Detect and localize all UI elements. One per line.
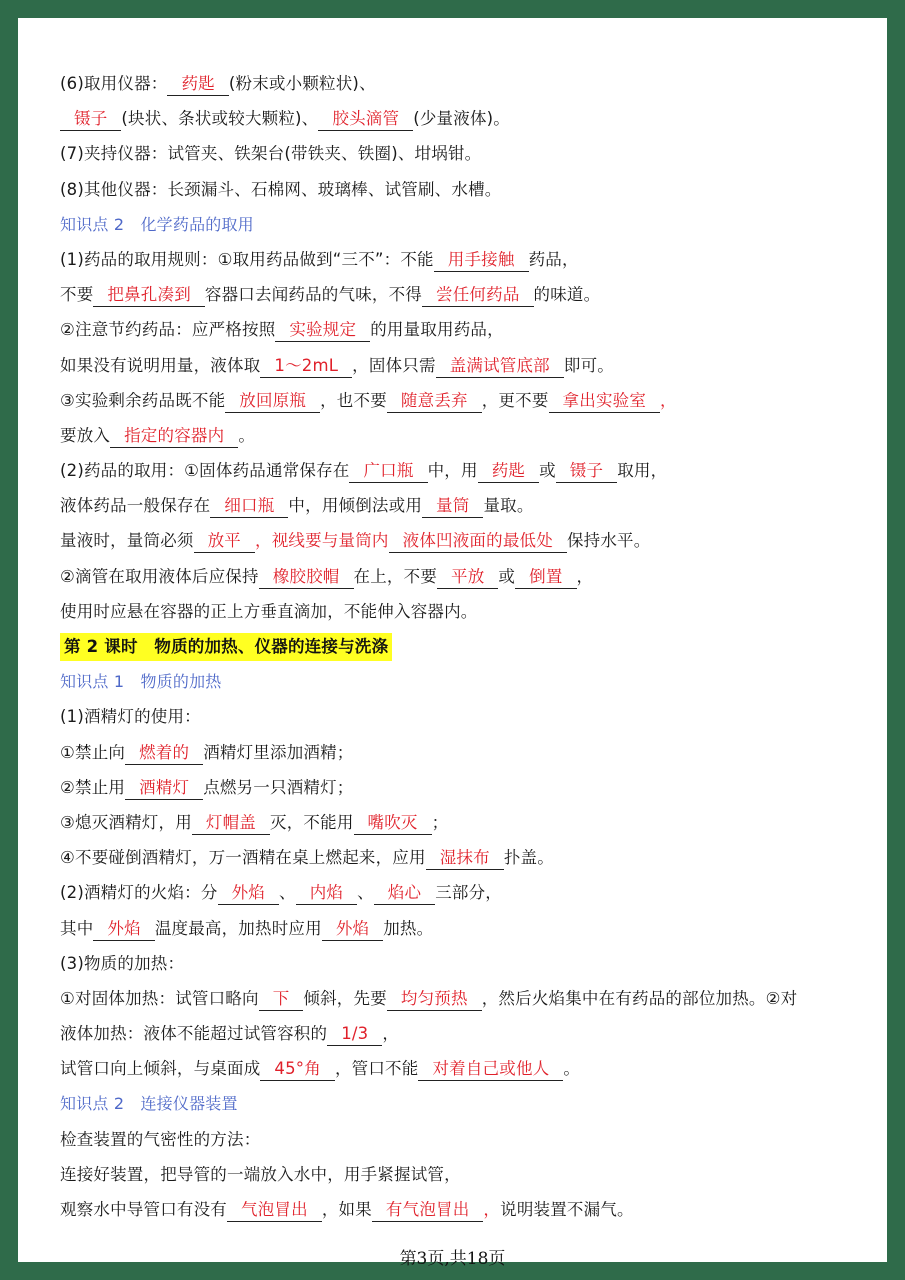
text-line: [60, 1122, 860, 1157]
body-text: (1)药品的取用规则：①取用药品做到“三不”：不能: [60, 249, 434, 269]
answer-text: ，: [660, 390, 677, 410]
body-text: 药品，: [528, 249, 579, 269]
text-line: [60, 488, 860, 523]
body-text: ②注意节约药品：应严格按照: [60, 320, 276, 340]
body-text: ，然后火焰集中在有药品的部位加热。②对: [481, 988, 798, 1008]
answer-text: ，视线要与量筒内: [255, 531, 389, 551]
fill-in-answer: 气泡冒出: [227, 1199, 322, 1222]
text-line: [60, 172, 860, 207]
body-text: ，更不要: [481, 390, 549, 410]
body-text: 的味道。: [533, 285, 601, 305]
body-text: ，固体只需: [352, 355, 436, 375]
knowledge-point-title: 知识点 1 物质的加热: [60, 672, 222, 692]
fill-in-answer: 对着自己或他人: [418, 1058, 563, 1081]
fill-in-answer: 嘴吹灭: [354, 812, 432, 835]
text-line: [60, 312, 860, 347]
section-heading: [60, 207, 860, 242]
text-line: [60, 453, 860, 488]
body-text: ，: [382, 1024, 400, 1044]
body-text: ，管口不能: [334, 1059, 419, 1079]
body-text: 或: [539, 461, 556, 481]
lesson-heading: [60, 629, 860, 664]
text-line: [60, 66, 860, 101]
body-text: 连接好装置，把导管的一端放入水中，用手紧握试管，: [60, 1164, 461, 1184]
body-text: 扑盖。: [503, 848, 554, 868]
fill-in-answer: 45°角: [260, 1058, 335, 1081]
text-line: [60, 383, 860, 418]
body-text: ；: [431, 812, 449, 832]
fill-in-answer: 尝任何药品: [422, 284, 534, 307]
body-text: ，: [576, 566, 594, 586]
fill-in-answer: 随意丢弃: [387, 390, 482, 413]
body-text: 即可。: [563, 355, 614, 375]
body-text: (6)取用仪器：: [60, 74, 168, 93]
fill-in-answer: 外焰: [93, 918, 154, 941]
text-line: [60, 559, 860, 594]
fill-in-answer: 倒置: [515, 566, 576, 589]
fill-in-answer: 均匀预热: [387, 988, 482, 1011]
body-text: 、: [357, 883, 374, 903]
fill-in-answer: 燃着的: [125, 742, 203, 765]
text-line: [60, 981, 860, 1016]
body-text: ②滴管在取用液体后应保持: [60, 566, 259, 586]
body-text: 三部分，: [435, 883, 503, 903]
body-text: ③熄灭酒精灯，用: [60, 812, 192, 832]
body-text: 量取。: [483, 496, 534, 516]
body-text: 检查装置的气密性的方法：: [60, 1129, 261, 1149]
fill-in-answer: 实验规定: [275, 319, 370, 342]
body-text: 其中: [60, 918, 94, 938]
body-text: 加热。: [383, 918, 434, 938]
text-line: [60, 101, 860, 136]
text-line: [60, 946, 860, 981]
body-text: 倾斜，先要: [303, 988, 387, 1008]
fill-in-answer: 湿抹布: [426, 847, 504, 870]
fill-in-answer: 橡胶胶帽: [259, 566, 354, 589]
body-text: (3)物质的加热：: [60, 953, 185, 973]
text-line: [60, 699, 860, 734]
fill-in-answer: 平放: [437, 566, 498, 589]
text-line: [60, 840, 860, 875]
body-text: 量液时，量筒必须: [60, 531, 194, 551]
body-text: 保持水平。: [566, 531, 651, 551]
body-text: 酒精灯里添加酒精；: [203, 742, 354, 762]
fill-in-answer: 放回原瓶: [225, 390, 320, 413]
fill-in-answer: 盖满试管底部: [436, 355, 564, 378]
fill-in-answer: 下: [259, 988, 304, 1011]
body-text: 取用，: [617, 461, 668, 481]
fill-in-answer: 胶头滴管: [318, 108, 413, 131]
body-text: (1)酒精灯的使用：: [60, 707, 201, 727]
text-line: [60, 735, 860, 770]
text-line: [60, 875, 860, 910]
body-text: 、: [278, 883, 296, 903]
fill-in-answer: 拿出实验室: [549, 390, 661, 413]
body-text: ③实验剩余药品既不能: [60, 390, 226, 410]
body-text: 要放入: [60, 425, 111, 445]
body-text: 的用量取用药品，: [370, 320, 504, 340]
body-text: 中，用: [427, 461, 478, 481]
body-text: (粉末或小颗粒状)、: [228, 74, 376, 93]
page-sheet: [24, 24, 881, 1269]
body-text: 灭，不能用: [270, 812, 354, 832]
fill-in-answer: 外焰: [218, 882, 279, 905]
fill-in-answer: 把鼻孔凑到: [93, 284, 205, 307]
page-number: 第3页,共18页: [399, 1249, 506, 1269]
body-text: 液体药品一般保存在: [60, 496, 211, 516]
fill-in-answer: 1/3: [327, 1023, 382, 1046]
fill-in-answer: 用手接触: [434, 249, 529, 272]
body-text: ①对固体加热：试管口略向: [60, 988, 259, 1008]
fill-in-answer: 放平: [194, 530, 255, 553]
fill-in-answer: 指定的容器内: [110, 425, 238, 448]
fill-in-answer: 细口瓶: [210, 495, 288, 518]
body-text: (2)酒精灯的火焰：分: [60, 883, 218, 903]
knowledge-point-title: 知识点 2 化学药品的取用: [60, 214, 254, 234]
fill-in-answer: 药匙: [478, 460, 539, 483]
body-text: (块状、条状或较大颗粒)、: [121, 109, 319, 129]
fill-in-answer: 灯帽盖: [192, 812, 270, 835]
text-line: [60, 911, 860, 946]
fill-in-answer: 广口瓶: [349, 460, 427, 483]
body-text: 或: [498, 566, 516, 586]
body-text: (7)夹持仪器：试管夹、铁架台(带铁夹、铁圈)、坩埚钳。: [60, 144, 482, 164]
text-line: [60, 348, 860, 383]
text-line: [60, 805, 860, 840]
body-text: ①禁止向: [60, 742, 126, 762]
fill-in-answer: 镊子: [60, 108, 121, 131]
text-line: [60, 136, 860, 171]
fill-in-answer: 镊子: [556, 460, 617, 483]
body-text: ，也不要: [320, 390, 387, 410]
section-heading: [60, 664, 860, 699]
lesson-title: 第 2 课时 物质的加热、仪器的连接与洗涤: [60, 633, 392, 661]
fill-in-answer: 内焰: [296, 882, 357, 905]
body-text: (8)其他仪器：长颈漏斗、石棉网、玻璃棒、试管刷、水槽。: [60, 179, 502, 199]
body-text: ②禁止用: [60, 777, 126, 797]
text-line: [60, 770, 860, 805]
answer-text: ，: [483, 1200, 501, 1219]
text-line: [60, 277, 860, 312]
section-heading: [60, 1086, 860, 1121]
text-line: [60, 242, 860, 277]
fill-in-answer: 量筒: [422, 495, 483, 518]
body-text: 在上，不要: [353, 566, 438, 586]
fill-in-answer: 酒精灯: [125, 777, 203, 800]
body-text: 如果没有说明用量，液体取: [60, 355, 261, 375]
text-line: [60, 1051, 860, 1086]
knowledge-point-title: 知识点 2 连接仪器装置: [60, 1094, 238, 1114]
body-text: ，如果: [321, 1200, 372, 1219]
text-line: [60, 418, 860, 453]
body-text: (少量液体)。: [413, 109, 510, 129]
fill-in-answer: 1～2mL: [260, 355, 352, 378]
fill-in-answer: 外焰: [322, 918, 383, 941]
fill-in-answer: 有气泡冒出: [372, 1199, 484, 1222]
body-text: 中，用倾倒法或用: [288, 496, 423, 516]
body-text: (2)药品的取用：①固体药品通常保存在: [60, 461, 350, 481]
body-text: 试管口向上倾斜，与桌面成: [60, 1059, 261, 1079]
text-line: [60, 1016, 860, 1051]
body-text: 。: [238, 425, 256, 445]
body-text: ④不要碰倒酒精灯，万一酒精在桌上燃起来，应用: [60, 848, 426, 868]
body-text: 温度最高，加热时应用: [154, 918, 322, 938]
body-text: 说明装置不漏气。: [500, 1200, 634, 1219]
body-text: 点燃另一只酒精灯；: [203, 777, 354, 797]
text-line: [60, 1157, 860, 1192]
document-body: [60, 66, 860, 1227]
text-line: [60, 523, 860, 558]
fill-in-answer: 焰心: [374, 882, 435, 905]
fill-in-answer: 药匙: [167, 73, 228, 96]
body-text: 液体加热：液体不能超过试管容积的: [60, 1024, 328, 1044]
body-text: 使用时应悬在容器的正上方垂直滴加，不能伸入容器内。: [60, 601, 478, 621]
body-text: 观察水中导管口有没有: [60, 1200, 227, 1219]
body-text: 。: [563, 1059, 581, 1079]
body-text: 容器口去闻药品的气味，不得: [204, 285, 423, 305]
body-text: 不要: [60, 285, 94, 305]
fill-in-answer: 液体凹液面的最低处: [389, 530, 567, 553]
text-line: [60, 1192, 860, 1227]
text-line: [60, 594, 860, 629]
